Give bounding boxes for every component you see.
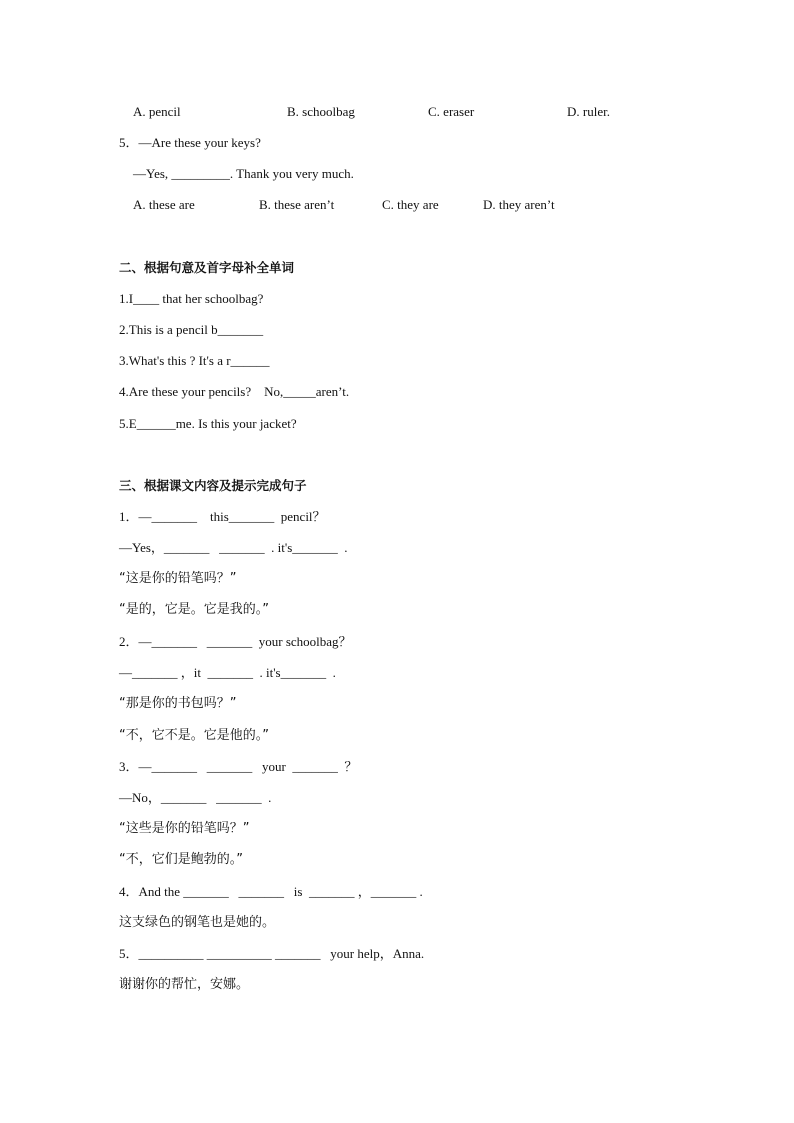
section3-line-6: —_______ ，it _______ . it's_______ . bbox=[119, 665, 336, 680]
q4-option-c: C. eraser bbox=[428, 104, 475, 119]
section3-line-15: 5．__________ __________ _______ your help，Anna. bbox=[119, 946, 425, 961]
section3-line-10: —No，_______ _______ . bbox=[119, 790, 272, 805]
q5-option-c: C. they are bbox=[382, 197, 439, 212]
q5-option-a: A. these are bbox=[133, 197, 195, 212]
q5-option-d: D. they aren’t bbox=[483, 197, 555, 212]
section3-line-11: “这些是你的铅笔吗？” bbox=[119, 821, 250, 836]
section3-line-16: 谢谢你的帮忙，安娜。 bbox=[119, 977, 250, 992]
section3-line-2: —Yes，_______ _______ . it's_______ . bbox=[119, 540, 348, 555]
section2-item-4: 4.Are these your pencils? No,_____aren’t. bbox=[119, 384, 350, 399]
section3-line-4: “是的，它是。它是我的。” bbox=[119, 602, 269, 617]
q5-question: 5．—Are these your keys? bbox=[119, 135, 261, 150]
section3-heading: 三、根据课文内容及提示完成句子 bbox=[119, 478, 307, 493]
section3-line-7: “那是你的书包吗？” bbox=[119, 696, 237, 711]
section2-item-2: 2.This is a pencil b_______ bbox=[119, 322, 264, 337]
section3-line-3: “这是你的铅笔吗？” bbox=[119, 571, 237, 586]
section2-item-1: 1.I____ that her schoolbag? bbox=[119, 291, 264, 306]
q4-option-d: D. ruler. bbox=[567, 104, 610, 119]
section3-line-1: 1．—_______ this_______ pencil？ bbox=[119, 509, 326, 524]
section3-line-14: 这支绿色的钢笔也是她的。 bbox=[119, 915, 276, 930]
section3-line-5: 2．—_______ _______ your schoolbag？ bbox=[119, 634, 352, 649]
section3-line-12: “不，它们是鲍勃的。” bbox=[119, 852, 243, 867]
q4-option-b: B. schoolbag bbox=[287, 104, 355, 119]
q4-option-a: A. pencil bbox=[133, 104, 181, 119]
section2-item-5: 5.E______me. Is this your jacket? bbox=[119, 416, 297, 431]
section2-heading: 二、根据句意及首字母补全单词 bbox=[119, 260, 295, 275]
section3-line-13: 4．And the _______ _______ is _______ ，_______ . bbox=[119, 884, 423, 899]
q5-option-b: B. these aren’t bbox=[259, 197, 335, 212]
section2-item-3: 3.What's this ? It's a r______ bbox=[119, 353, 270, 368]
section3-line-9: 3．—_______ _______ your _______ ？ bbox=[119, 759, 358, 774]
q5-answer: —Yes, _________. Thank you very much. bbox=[133, 166, 354, 181]
section3-line-8: “不，它不是。它是他的。” bbox=[119, 728, 269, 743]
